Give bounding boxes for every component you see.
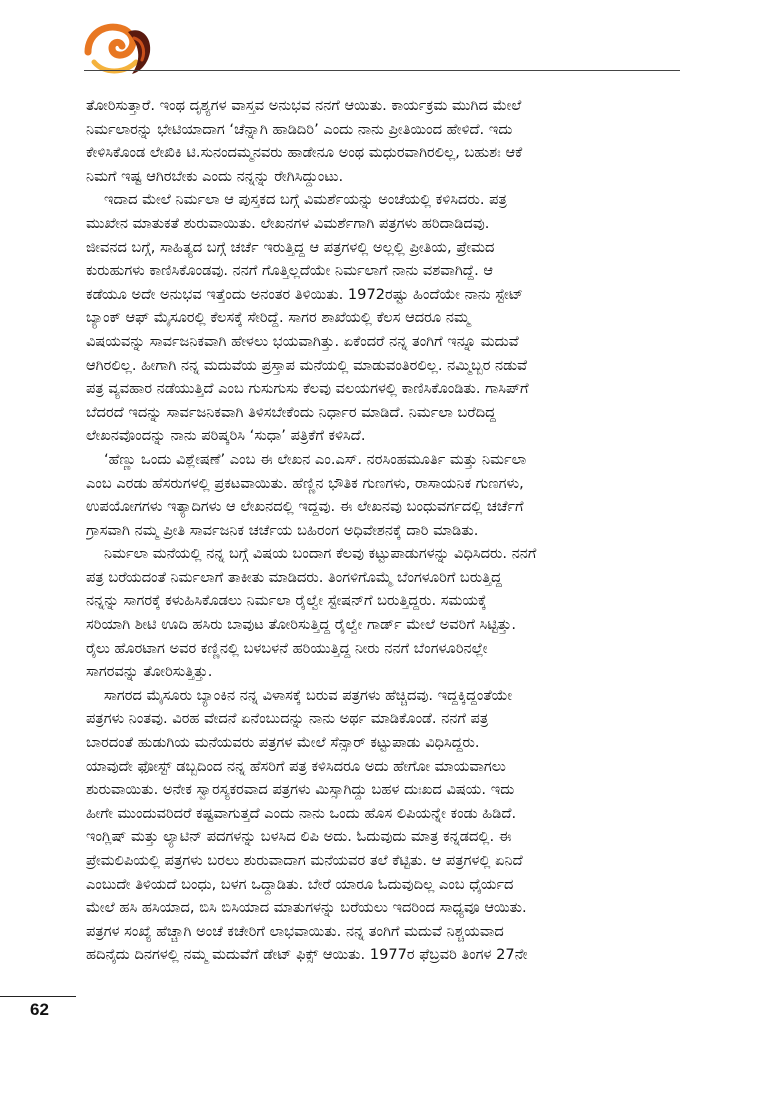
text-line: ಎಂಬುದೇ ತಿಳಿಯದೆ ಬಂಧು, ಬಳಗ ಒದ್ದಾಡಿತು. ಬೇರೆ ಯಾರೂ ಓದುವುದಿಲ್ಲ ಎಂಬ ಧೈರ್ಯದ: [86, 875, 514, 893]
text-line: ಸಾಗರದ ಮೈಸೂರು ಬ್ಯಾಂಕಿನ ನನ್ನ ವಿಳಾಸಕ್ಕೆ ಬರುವ ಪತ್ರಗಳು ಹೆಚ್ಚಿದವು. ಇದ್ದಕ್ಕಿದ್ದಂತೆಯೇ: [104, 686, 513, 704]
paragraph: [86, 542, 684, 684]
text-line: ತೋರಿಸುತ್ತಾರೆ. ಇಂಥ ದೃಶ್ಯಗಳ ವಾಸ್ತವ ಅನುಭವ ನನಗೆ ಆಯಿತು. ಕಾರ್ಯಕ್ರಮ ಮುಗಿದ ಮೇಲೆ: [86, 97, 522, 114]
text-line: ಬೆದರದೆ ಇದನ್ನು ಸಾರ್ವಜನಿಕವಾಗಿ ತಿಳಿಸಬೇಕೆಂದು ನಿರ್ಧಾರ ಮಾಡಿದೆ. ನಿರ್ಮಲಾ ಬರೆದಿದ್ದ: [86, 403, 496, 421]
text-line: ಪತ್ರ ಬರೆಯದಂತೆ ನಿರ್ಮಲಾಗೆ ತಾಕೀತು ಮಾಡಿದರು. ತಿಂಗಳಿಗೊಮ್ಮೆ ಬೆಂಗಳೂರಿಗೆ ಬರುತ್ತಿದ್ದ: [86, 568, 502, 586]
text-line: ಪ್ರೇಮಲಿಪಿಯಲ್ಲಿ ಪತ್ರಗಳು ಬರಲು ಶುರುವಾದಾಗ ಮನೆಯವರ ತಲೆ ಕೆಟ್ಟಿತು. ಆ ಪತ್ರಗಳಲ್ಲಿ ಏನಿದೆ: [86, 852, 523, 869]
text-line: ಪತ್ರಗಳು ನಿಂತವು. ವಿರಹ ವೇದನೆ ಏನೆಂಬುದನ್ನು ನಾನು ಅರ್ಥ ಮಾಡಿಕೊಂಡೆ. ನನಗೆ ಪತ್ರ: [86, 710, 489, 728]
text-line: ಪತ್ರಗಳ ಸಂಖ್ಯೆ ಹೆಚ್ಚಾಗಿ ಅಂಚೆ ಕಚೇರಿಗೆ ಲಾಭವಾಯಿತು. ನನ್ನ ತಂಗಿಗೆ ಮದುವೆ ನಿಶ್ಚಯವಾದ: [86, 922, 504, 940]
text-line: ಗ್ರಾಸವಾಗಿ ನಮ್ಮ ಪ್ರೀತಿ ಸಾರ್ವಜನಿಕ ಚರ್ಚೆಯ ಬಹಿರಂಗ ಅಧಿವೇಶನಕ್ಕೆ ದಾರಿ ಮಾಡಿತು.: [86, 521, 479, 539]
text-line: ಲೇಖನವೊಂದನ್ನು ನಾನು ಪರಿಷ್ಕರಿಸಿ ‘ಸುಧಾ’ ಪತ್ರಿಕೆಗೆ ಕಳಿಸಿದೆ.: [86, 427, 366, 445]
paragraph: [86, 94, 684, 188]
text-line: ಎಂಬ ಎರಡು ಹೆಸರುಗಳಲ್ಲಿ ಪ್ರಕಟವಾಯಿತು. ಹೆಣ್ಣಿನ ಭೌತಿಕ ಗುಣಗಳು, ರಾಸಾಯನಿಕ ಗುಣಗಳು,: [86, 474, 524, 492]
footer-rule: [0, 996, 76, 997]
text-line: ಆಗಿರಲಿಲ್ಲ. ಹೀಗಾಗಿ ನನ್ನ ಮದುವೆಯ ಪ್ರಸ್ತಾಪ ಮನೆಯಲ್ಲಿ ಮಾಡುವಂತಿರಲಿಲ್ಲ. ನಮ್ಮಿಬ್ಬರ ನಡುವೆ: [86, 356, 528, 374]
text-line: ನಿಮಗೆ ಇಷ್ಟ ಆಗಿರಬೇಕು ಎಂದು ನನ್ನನ್ನು ರೇಗಿಸಿದ್ದುಂಟು.: [86, 167, 344, 185]
text-line: ಯಾವುದೇ ಫೋಸ್ಟ್ ಡಬ್ಬದಿಂದ ನನ್ನ ಹೆಸರಿಗೆ ಪತ್ರ ಕಳಿಸಿದರೂ ಅದು ಹೇಗೋ ಮಾಯವಾಗಲು: [86, 757, 506, 775]
text-line: ‘ಹೆಣ್ಣು ಒಂದು ವಿಶ್ಲೇಷಣೆ’ ಎಂಬ ಈ ಲೇಖನ ಎಂ.ಎಸ್. ನರಸಿಂಹಮೂರ್ತಿ ಮತ್ತು ನಿರ್ಮಲಾ: [104, 450, 527, 468]
text-line: ಹದಿನೈದು ದಿನಗಳಲ್ಲಿ ನಮ್ಮ ಮದುವೆಗೆ ಡೇಟ್ ಫಿಕ್ಸ್ ಆಯಿತು. 1977ರ ಫೆಬ್ರವರಿ ತಿಂಗಳ 27ನೇ: [86, 946, 528, 964]
text-line: ಬಾರದಂತೆ ಹುಡುಗಿಯ ಮನೆಯವರು ಪತ್ರಗಳ ಮೇಲೆ ಸೆನ್ಸಾರ್ ಕಟ್ಟುಪಾಡು ವಿಧಿಸಿದ್ದರು.: [86, 734, 480, 752]
text-line: ಸರಿಯಾಗಿ ಶೀಟಿ ಊದಿ ಹಸಿರು ಬಾವುಟ ತೋರಿಸುತ್ತಿದ್ದ ರೈಲ್ವೇ ಗಾರ್ಡ್ ಮೇಲೆ ಅವರಿಗೆ ಸಿಟ್ಟಿತ್ತು.: [86, 616, 517, 634]
article-body: [86, 94, 684, 967]
text-line: ಇಂಗ್ಲಿಷ್ ಮತ್ತು ಲ್ಯಾಟಿನ್ ಪದಗಳನ್ನು ಬಳಸಿದ ಲಿಪಿ ಅದು. ಓದುವುದು ಮಾತ್ರ ಕನ್ನಡದಲ್ಲಿ. ಈ: [86, 828, 512, 846]
text-line: ಹೀಗೇ ಮುಂದುವರಿದರೆ ಕಷ್ಟವಾಗುತ್ತದೆ ಎಂದು ನಾನು ಒಂದು ಹೊಸ ಲಿಪಿಯನ್ನೇ ಕಂಡು ಹಿಡಿದೆ.: [86, 804, 517, 822]
text-line: ಶುರುವಾಯಿತು. ಅನೇಕ ಸ್ವಾರಸ್ಯಕರವಾದ ಪತ್ರಗಳು ಮಿಸ್ಸಾಗಿದ್ದು ಬಹಳ ದುಃಖದ ವಿಷಯ. ಇದು: [86, 781, 515, 799]
text-line: ಕಡೆಯೂ ಅದೇ ಅನುಭವ ಇತ್ತೆಂದು ಅನಂತರ ತಿಳಿಯಿತು. 1972ರಷ್ಟು ಹಿಂದೆಯೇ ನಾನು ಸ್ಟೇಟ್: [86, 285, 524, 303]
text-line: ನನ್ನನ್ನು ಸಾಗರಕ್ಕೆ ಕಳುಹಿಸಿಕೊಡಲು ನಿರ್ಮಲಾ ರೈಲ್ವೇ ಸ್ಟೇಷನ್‌ಗೆ ಬರುತ್ತಿದ್ದರು. ಸಮಯಕ್ಕೆ: [86, 592, 487, 610]
text-line: ನಿರ್ಮಲಾರನ್ನು ಭೇಟಿಯಾದಾಗ ‘ಚೆನ್ನಾಗಿ ಹಾಡಿದಿರಿ’ ಎಂದು ನಾನು ಪ್ರೀತಿಯಿಂದ ಹೇಳಿದೆ. ಇದು: [86, 120, 513, 138]
paragraph: [86, 448, 684, 542]
text-line: ಕುರುಹುಗಳು ಕಾಣಿಸಿಕೊಂಡವು. ನನಗೆ ಗೊತ್ತಿಲ್ಲದೆಯೇ ನಿರ್ಮಲಾಗೆ ನಾನು ವಶವಾಗಿದ್ದೆ. ಆ: [86, 262, 494, 280]
header-rule: [84, 70, 680, 71]
text-line: ಇದಾದ ಮೇಲೆ ನಿರ್ಮಲಾ ಆ ಪುಸ್ತಕದ ಬಗ್ಗೆ ವಿಮರ್ಶೆಯನ್ನು ಅಂಚೆಯಲ್ಲಿ ಕಳಿಸಿದರು. ಪತ್ರ: [104, 191, 507, 209]
paragraph: [86, 188, 684, 448]
text-line: ಮೇಲೆ ಹಸಿ ಹಸಿಯಾದ, ಬಿಸಿ ಬಿಸಿಯಾದ ಮಾತುಗಳನ್ನು ಬರೆಯಲು ಇದರಿಂದ ಸಾಧ್ಯವೂ ಆಯಿತು.: [86, 899, 527, 917]
text-line: ಬ್ಯಾಂಕ್ ಆಫ್ ಮೈಸೂರಲ್ಲಿ ಕೆಲಸಕ್ಕೆ ಸೇರಿದ್ದೆ. ಸಾಗರ ಶಾಖೆಯಲ್ಲಿ ಕೆಲಸ ಆದರೂ ನಮ್ಮ: [86, 309, 470, 327]
text-line: ಜೀವನದ ಬಗ್ಗೆ, ಸಾಹಿತ್ಯದ ಬಗ್ಗೆ ಚರ್ಚೆ ಇರುತ್ತಿದ್ದ ಆ ಪತ್ರಗಳಲ್ಲಿ ಅಲ್ಲಲ್ಲಿ ಪ್ರೀತಿಯ, ಪ್ರೇಮದ: [86, 238, 495, 256]
text-line: ಕೇಳಿಸಿಕೊಂಡ ಲೇಖಿಕಿ ಟಿ.ಸುನಂದಮ್ಮನವರು ಹಾಡೇನೂ ಅಂಥ ಮಧುರವಾಗಿರಲಿಲ್ಲ, ಬಹುಶಃ ಆಕೆ: [86, 144, 523, 162]
text-line: ಉಪಯೋಗಗಳು ಇತ್ಯಾದಿಗಳು ಆ ಲೇಖನದಲ್ಲಿ ಇದ್ದವು. ಈ ಲೇಖನವು ಬಂಧುವರ್ಗದಲ್ಲಿ ಚರ್ಚೆಗೆ: [86, 498, 524, 516]
text-line: ವಿಷಯವನ್ನು ಸಾರ್ವಜನಿಕವಾಗಿ ಹೇಳಲು ಭಯವಾಗಿತ್ತು. ಏಕೆಂದರೆ ನನ್ನ ತಂಗಿಗೆ ಇನ್ನೂ ಮದುವೆ: [86, 332, 519, 350]
text-line: ನಿರ್ಮಲಾ ಮನೆಯಲ್ಲಿ ನನ್ನ ಬಗ್ಗೆ ವಿಷಯ ಬಂದಾಗ ಕೆಲವು ಕಟ್ಟುಪಾಡುಗಳನ್ನು ವಿಧಿಸಿದರು. ನನಗೆ: [104, 545, 537, 563]
paragraph: [86, 684, 684, 967]
page-number: 62: [30, 1000, 49, 1019]
text-line: ಪತ್ರ ವ್ಯವಹಾರ ನಡೆಯುತ್ತಿದೆ ಎಂಬ ಗುಸುಗುಸು ಕೆಲವು ವಲಯಗಳಲ್ಲಿ ಕಾಣಿಸಿಕೊಂಡಿತು. ಗಾಸಿಪ್‌ಗೆ: [86, 380, 529, 398]
text-line: ಮುಖೇನ ಮಾತುಕತೆ ಶುರುವಾಯಿತು. ಲೇಖನಗಳ ವಿಮರ್ಶೆಗಾಗಿ ಪತ್ರಗಳು ಹರಿದಾಡಿದವು.: [86, 214, 490, 232]
text-line: ರೈಲು ಹೊರಟಾಗ ಅವರ ಕಣ್ಣಿನಲ್ಲಿ ಬಳಬಳನೆ ಹರಿಯುತ್ತಿದ್ದ ನೀರು ನನಗೆ ಬೆಂಗಳೂರಿನಲ್ಲೇ: [86, 639, 488, 657]
text-line: ಸಾಗರವನ್ನು ತೋರಿಸುತ್ತಿತ್ತು.: [86, 663, 213, 681]
